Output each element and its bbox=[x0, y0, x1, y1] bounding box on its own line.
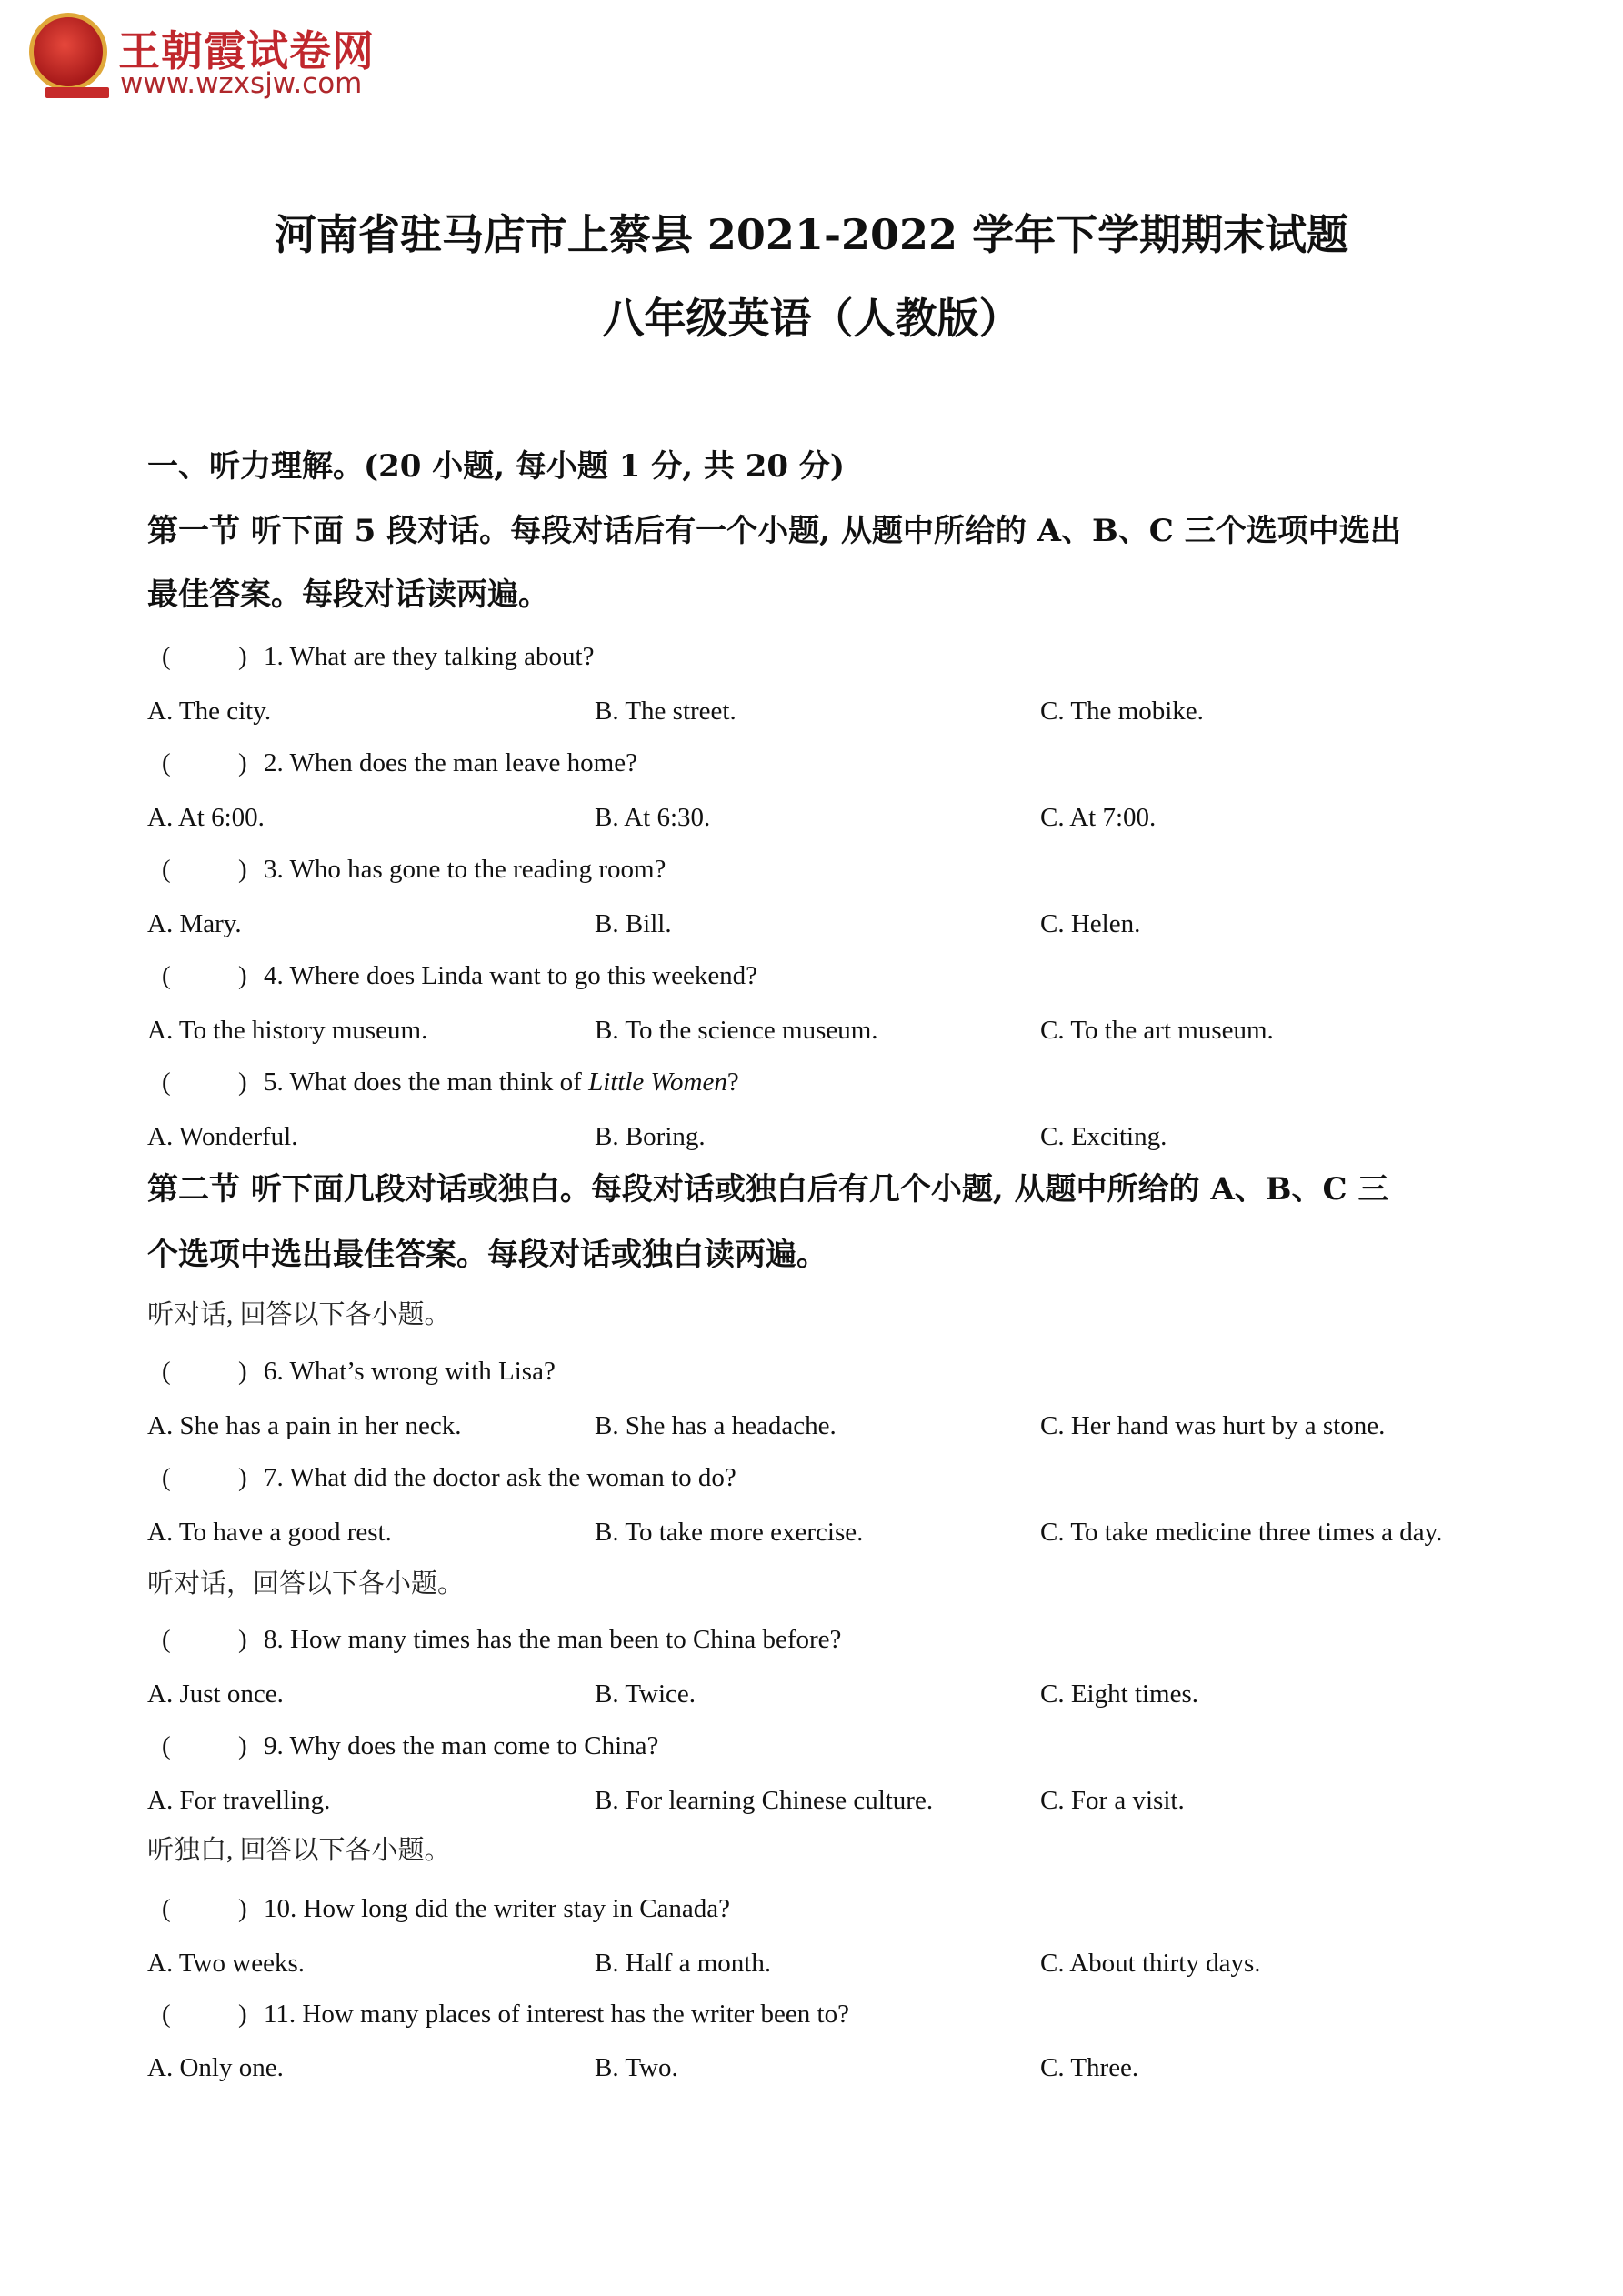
site-logo bbox=[25, 7, 407, 107]
option-b: B. To the science museum. bbox=[595, 1016, 878, 1045]
answer-paren-close: ) bbox=[238, 1625, 247, 1654]
option-a: A. At 6:00. bbox=[147, 803, 265, 832]
option-c: C. About thirty days. bbox=[1040, 1949, 1261, 1978]
answer-paren-close: ) bbox=[238, 642, 247, 671]
question-row bbox=[0, 1619, 1623, 1659]
answer-paren-open: ( bbox=[162, 1731, 171, 1760]
answer-paren-close: ) bbox=[238, 2000, 247, 2029]
answer-paren-close: ) bbox=[238, 1463, 247, 1492]
question-text bbox=[264, 1351, 556, 1391]
answer-paren-close: ) bbox=[238, 1894, 247, 1923]
question-stem: 10. How long did the writer stay in Canada? bbox=[264, 1894, 731, 1923]
option-b: B. Half a month. bbox=[595, 1949, 772, 1978]
options-row bbox=[0, 691, 1623, 731]
answer-paren-open: ( bbox=[162, 1894, 171, 1923]
option-c: C. To take medicine three times a day. bbox=[1040, 1518, 1443, 1547]
question-stem-end: ? bbox=[726, 1068, 739, 1097]
option-b: B. Twice. bbox=[595, 1679, 696, 1709]
question-row bbox=[0, 1994, 1623, 2034]
question-row bbox=[0, 1062, 1623, 1102]
question-text bbox=[264, 1726, 658, 1766]
question-text bbox=[264, 956, 757, 996]
question-stem: 3. Who has gone to the reading room? bbox=[264, 855, 666, 884]
option-a: A. Just once. bbox=[147, 1679, 284, 1709]
question-row bbox=[0, 956, 1623, 996]
section-heading: 第一节 听下面 5 段对话。每段对话后有一个小题, 从题中所给的 A、B、C 三个选项中选出 bbox=[147, 513, 1401, 549]
answer-paren-open: ( bbox=[162, 961, 171, 990]
section-note: 听对话, 回答以下各小题。 bbox=[147, 1300, 451, 1329]
page-title: 河南省驻马店市上蔡县 2021-2022 学年下学期期末试题 bbox=[274, 210, 1349, 259]
answer-paren-close: ) bbox=[238, 855, 247, 884]
option-c: C. Exciting. bbox=[1040, 1122, 1167, 1151]
option-a: A. Only one. bbox=[147, 2053, 284, 2082]
options-row bbox=[0, 1117, 1623, 1157]
option-b: B. The street. bbox=[595, 697, 736, 726]
answer-paren-open: ( bbox=[162, 1068, 171, 1097]
answer-paren-open: ( bbox=[162, 1625, 171, 1654]
options-row bbox=[0, 1406, 1623, 1446]
option-c: C. The mobike. bbox=[1040, 697, 1204, 726]
option-a: A. Mary. bbox=[147, 909, 242, 938]
section-note: 听独白, 回答以下各小题。 bbox=[147, 1836, 451, 1865]
question-text bbox=[264, 1458, 736, 1498]
question-row bbox=[0, 1726, 1623, 1766]
section-note: 听对话，回答以下各小题。 bbox=[147, 1569, 465, 1599]
options-row bbox=[0, 1010, 1623, 1050]
option-a: A. Two weeks. bbox=[147, 1949, 306, 1978]
section-heading: 个选项中选出最佳答案。每段对话或独白读两遍。 bbox=[147, 1237, 827, 1273]
question-text bbox=[264, 849, 666, 889]
question-stem: 11. How many places of interest has the writer been to? bbox=[264, 2000, 849, 2029]
section-heading: 第二节 听下面几段对话或独白。每段对话或独白后有几个小题, 从题中所给的 A、B、C 三 bbox=[147, 1171, 1389, 1208]
question-stem: 2. When does the man leave home? bbox=[264, 748, 637, 777]
answer-paren-open: ( bbox=[162, 855, 171, 884]
options-row bbox=[0, 1943, 1623, 1983]
answer-paren-close: ) bbox=[238, 1357, 247, 1386]
question-stem: 4. Where does Linda want to go this weekend? bbox=[264, 961, 758, 990]
question-stem: 5. What does the man think of bbox=[264, 1068, 589, 1097]
answer-paren-open: ( bbox=[162, 642, 171, 671]
answer-paren-close: ) bbox=[238, 961, 247, 990]
question-row bbox=[0, 1889, 1623, 1929]
option-a: A. To the history museum. bbox=[147, 1016, 428, 1045]
answer-paren-open: ( bbox=[162, 1463, 171, 1492]
options-row bbox=[0, 2048, 1623, 2088]
question-row bbox=[0, 1351, 1623, 1391]
question-text bbox=[264, 743, 637, 783]
option-a: A. To have a good rest. bbox=[147, 1518, 392, 1547]
option-c: C. Her hand was hurt by a stone. bbox=[1040, 1411, 1386, 1440]
answer-paren-open: ( bbox=[162, 1357, 171, 1386]
answer-paren-open: ( bbox=[162, 748, 171, 777]
option-c: C. To the art museum. bbox=[1040, 1016, 1274, 1045]
question-stem: 9. Why does the man come to China? bbox=[264, 1731, 659, 1760]
option-a: A. For travelling. bbox=[147, 1786, 331, 1815]
option-c: C. For a visit. bbox=[1040, 1786, 1185, 1815]
option-a: A. She has a pain in her neck. bbox=[147, 1411, 462, 1440]
logo-url: www.wzxsjw.com bbox=[120, 67, 363, 100]
option-a: A. Wonderful. bbox=[147, 1122, 298, 1151]
question-text bbox=[264, 1062, 739, 1102]
option-b: B. She has a headache. bbox=[595, 1411, 837, 1440]
answer-paren-close: ) bbox=[238, 1068, 247, 1097]
option-b: B. Two. bbox=[595, 2053, 678, 2082]
question-row bbox=[0, 849, 1623, 889]
option-b: B. At 6:30. bbox=[595, 803, 711, 832]
section-heading: 最佳答案。每段对话读两遍。 bbox=[147, 577, 549, 613]
options-row bbox=[0, 904, 1623, 944]
question-stem: 7. What did the doctor ask the woman to do? bbox=[264, 1463, 736, 1492]
options-row bbox=[0, 1674, 1623, 1714]
seal-logo-icon bbox=[29, 13, 107, 91]
option-c: C. Three. bbox=[1040, 2053, 1139, 2082]
question-text bbox=[264, 1619, 841, 1659]
answer-paren-close: ) bbox=[238, 1731, 247, 1760]
option-c: C. At 7:00. bbox=[1040, 803, 1157, 832]
logo-title: 王朝霞试卷网 bbox=[118, 26, 375, 75]
question-text bbox=[264, 1994, 849, 2034]
answer-paren-open: ( bbox=[162, 2000, 171, 2029]
option-c: C. Helen. bbox=[1040, 909, 1141, 938]
option-b: B. To take more exercise. bbox=[595, 1518, 864, 1547]
option-b: B. Bill. bbox=[595, 909, 672, 938]
ribbon-icon bbox=[45, 87, 109, 98]
question-text bbox=[264, 637, 594, 677]
section-heading: 一、听力理解。(20 小题, 每小题 1 分, 共 20 分) bbox=[147, 448, 845, 485]
question-row bbox=[0, 637, 1623, 677]
question-stem: 6. What’s wrong with Lisa? bbox=[264, 1357, 556, 1386]
options-row bbox=[0, 1512, 1623, 1552]
option-b: B. Boring. bbox=[595, 1122, 706, 1151]
options-row bbox=[0, 1780, 1623, 1820]
question-stem: 8. How many times has the man been to China before? bbox=[264, 1625, 842, 1654]
options-row bbox=[0, 797, 1623, 837]
question-title-italic: Little Women bbox=[588, 1068, 727, 1097]
question-row bbox=[0, 1458, 1623, 1498]
question-text bbox=[264, 1889, 730, 1929]
option-a: A. The city. bbox=[147, 697, 272, 726]
answer-paren-close: ) bbox=[238, 748, 247, 777]
question-stem: 1. What are they talking about? bbox=[264, 642, 595, 671]
page-subtitle: 八年级英语（人教版） bbox=[602, 294, 1021, 343]
question-row bbox=[0, 743, 1623, 783]
option-c: C. Eight times. bbox=[1040, 1679, 1198, 1709]
option-b: B. For learning Chinese culture. bbox=[595, 1786, 934, 1815]
